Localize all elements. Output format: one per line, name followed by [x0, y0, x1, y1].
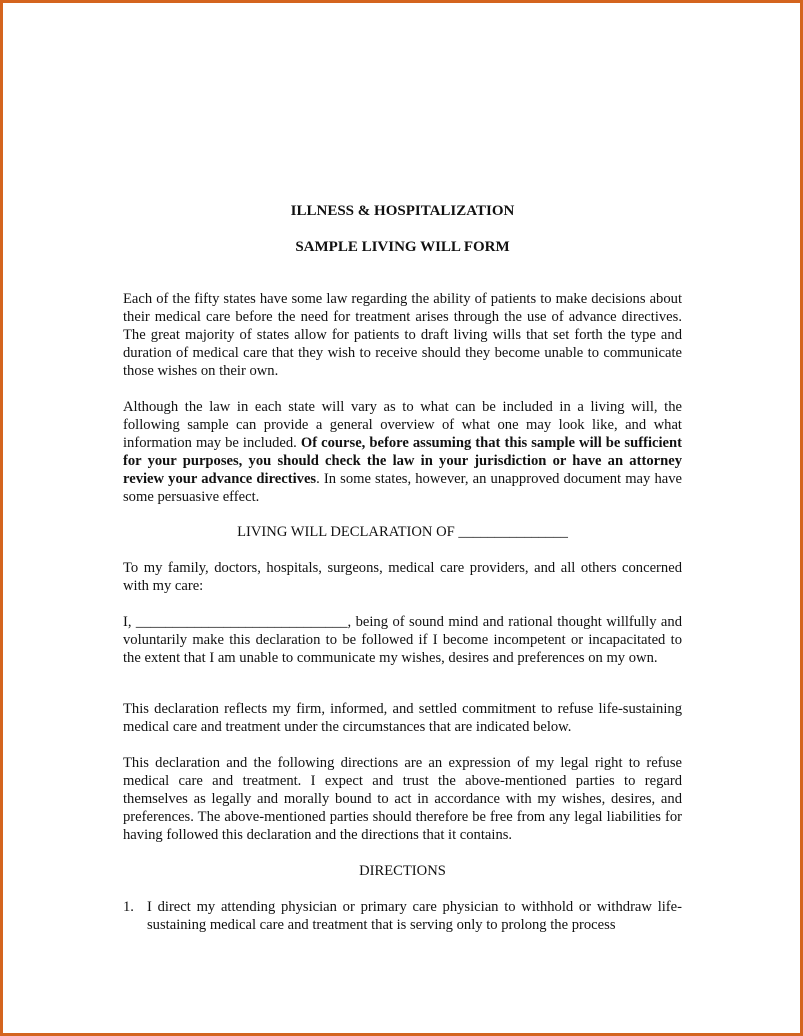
declaration-heading: LIVING WILL DECLARATION OF _______________: [237, 524, 568, 540]
directions-heading: DIRECTIONS: [359, 863, 446, 879]
rights-paragraph: This declaration and the following directions are an expression of my legal right to refuse medical care and treatment. I expect and trust the above-mentioned parties to regard themselves as legally and morally bound to act in accordance with my wishes, desires, and preferences. The above-mentioned parties should therefore be free from any legal liabilities for having followed this declaration and the directions that it contains.: [123, 755, 682, 843]
document-subtitle: SAMPLE LIVING WILL FORM: [295, 239, 510, 255]
declaration-statement: I, _____________________________, being of sound mind and rational thought willfully and voluntarily make this declaration to be followed if I become incompetent or incapacitated to the extent that I am unable to communicate my wishes, desires and preferences on my own.: [123, 614, 682, 666]
direction-item: [123, 898, 682, 934]
document-title: ILLNESS & HOSPITALIZATION: [290, 203, 515, 219]
direction-text: I direct my attending physician or primary care physician to withhold or withdraw life-sustaining medical care and treatment that is serving only to prolong the process: [147, 899, 682, 933]
intro-paragraph: Each of the fifty states have some law regarding the ability of patients to make decisions about their medical care before the need for treatment arises through the use of advance directives. The great majority of states allow for patients to draft living wills that set forth the type and duration of medical care that they wish to receive should they become unable to communicate those wishes on their own.: [123, 291, 682, 379]
salutation: To my family, doctors, hospitals, surgeons, medical care providers, and all others concerned with my care:: [123, 560, 682, 594]
caution-bold: Of course, before assuming that this sample will be sufficient for your purposes, you should check the law in your jurisdiction or have an attorney review your advance directives: [123, 435, 682, 487]
caution-paragraph: [123, 398, 682, 506]
caution-lead: Although the law in each state will vary as to what can be included in a living will, the following sample can provide a general overview of what one may look like, and what information may be included.: [123, 399, 682, 451]
direction-number: 1.: [123, 899, 134, 915]
commitment-paragraph: This declaration reflects my firm, informed, and settled commitment to refuse life-sustaining medical care and treatment under the circumstances that are indicated below.: [123, 701, 682, 735]
caution-tail: . In some states, however, an unapproved document may have some persuasive effect.: [123, 471, 682, 505]
